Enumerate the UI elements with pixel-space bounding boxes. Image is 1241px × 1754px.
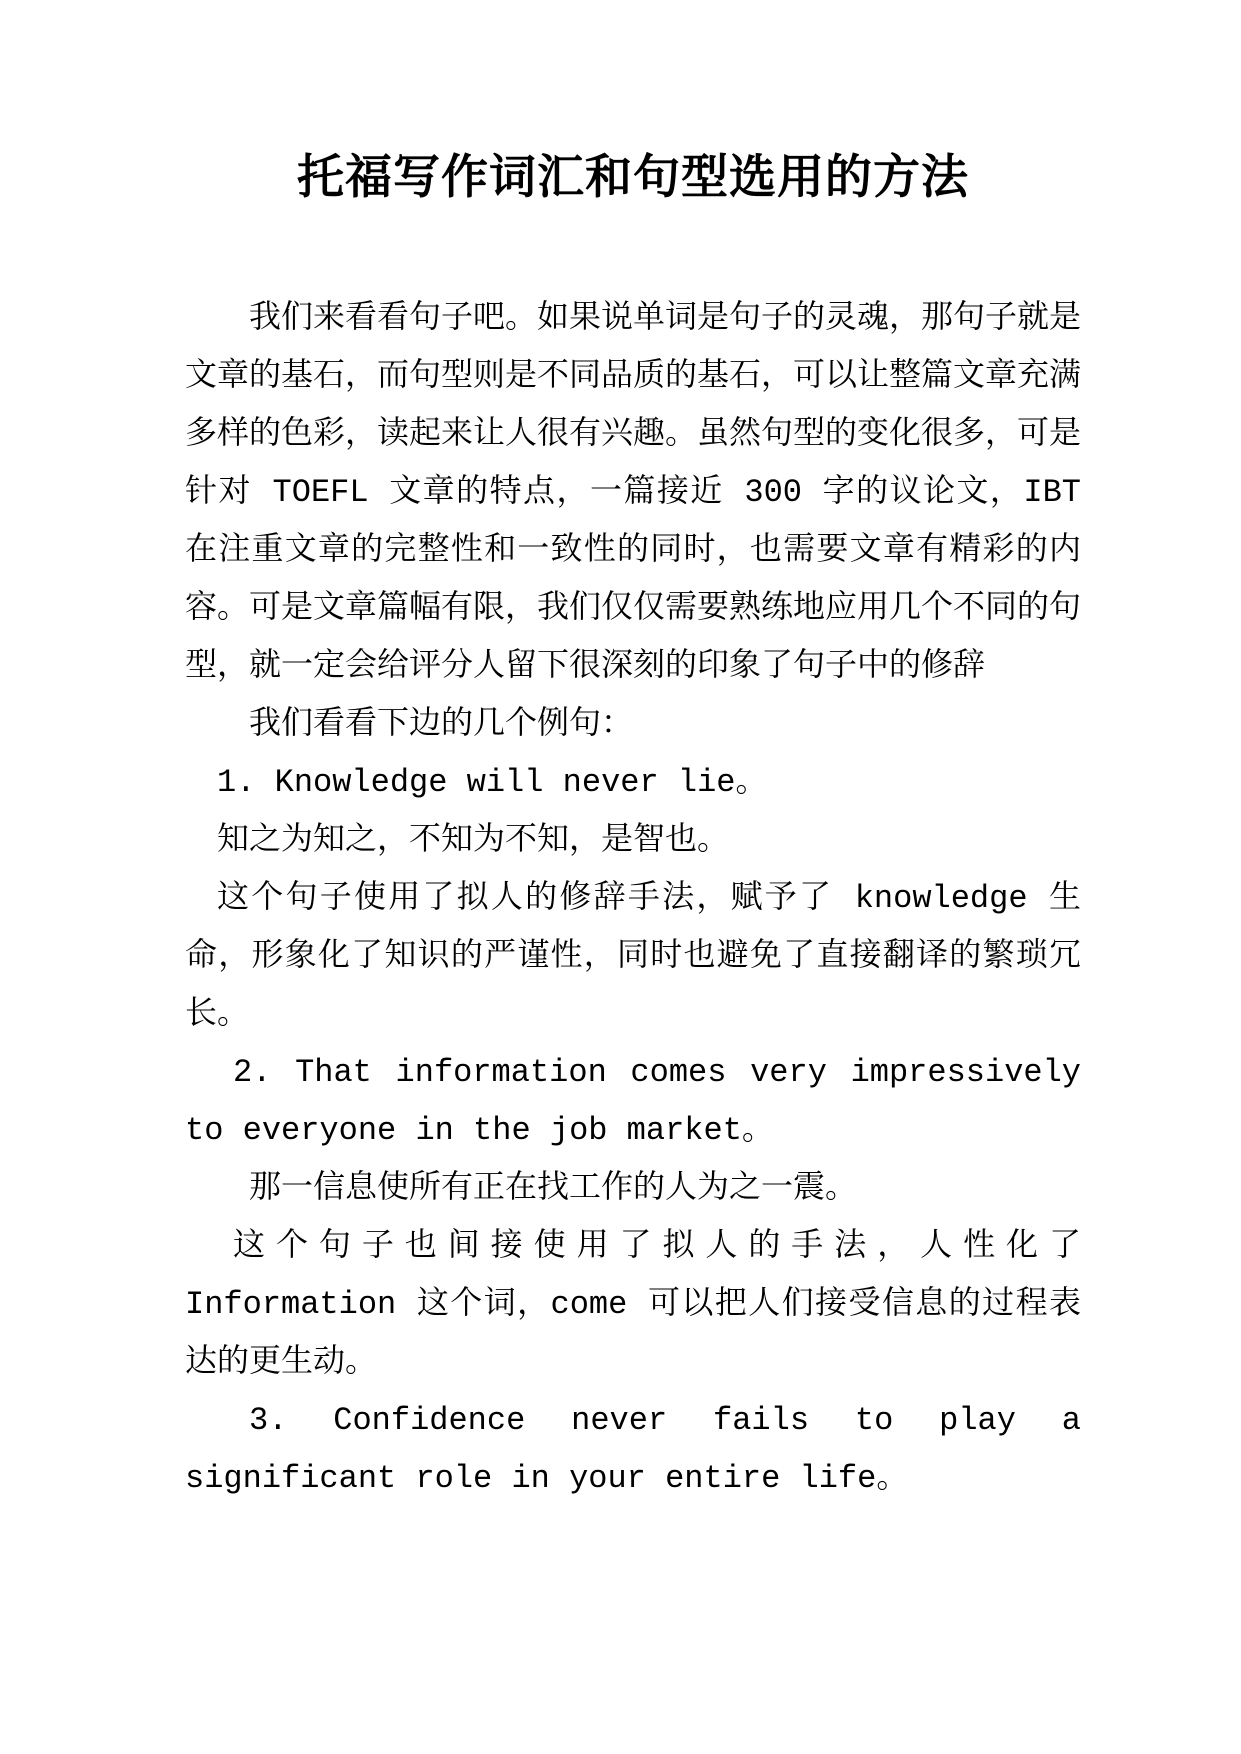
document-body	[185, 290, 1081, 1508]
paragraph-examples-lead: 我们看看下边的几个例句：	[249, 706, 634, 743]
example-sentence-3: 3. Confidence never fails to play a significant role in your entire life。	[185, 1402, 1081, 1497]
example-sentence-2: 2. That information comes very impressively to everyone in the job market。	[185, 1054, 1081, 1149]
example-1-commentary: 这个句子使用了拟人的修辞手法，赋予了 knowledge 生命，形象化了知识的严谨性，同时也避免了直接翻译的繁琐冗长。	[185, 880, 1081, 1033]
example-1-translation: 知之为知之，不知为不知，是智也。	[217, 822, 730, 859]
paragraph-intro: 我们来看看句子吧。如果说单词是句子的灵魂，那句子就是文章的基石，而句型则是不同品质的基石，可以让整篇文章充满多样的色彩，读起来让人很有兴趣。虽然句型的变化很多，可是针对 TOEFL 文章的特点，一篇接近 300 字的议论文，IBT 在注重文章的完整性和一致性的同时，也需要文章有精彩的内容。可是文章篇幅有限，我们仅仅需要熟练地应用几个不同的句型，就一定会给评分人留下很深刻的印象了句子中的修辞	[185, 300, 1082, 685]
page-title: 托福写作词汇和句型选用的方法	[297, 155, 969, 208]
example-sentence-1: 1. Knowledge will never lie。	[217, 764, 768, 801]
example-2-commentary: 这个句子也间接使用了拟人的手法，人性化了 Information 这个词，come 可以把人们接受信息的过程表达的更生动。	[185, 1228, 1081, 1381]
example-2-translation: 那一信息使所有正在找工作的人为之一震。	[249, 1170, 858, 1207]
